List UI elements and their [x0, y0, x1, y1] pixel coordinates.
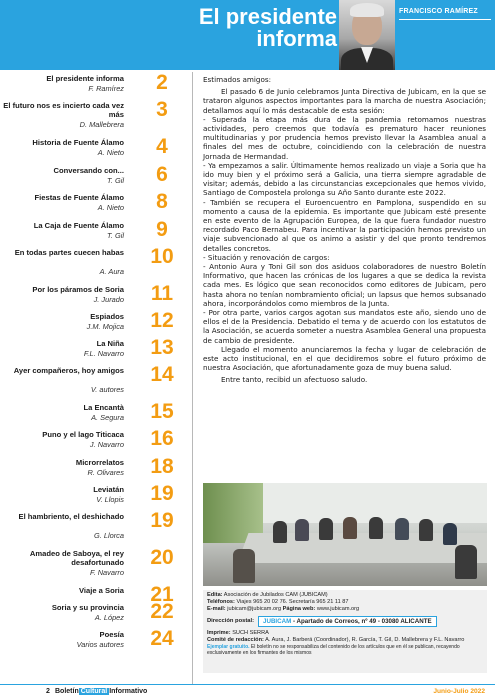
toc-entry-title: El futuro nos es incierto cada vez más [3, 101, 124, 120]
toc-entry-title: Poesía [99, 630, 124, 639]
toc-entry-title: Puno y el lago Titicaca [42, 430, 124, 439]
publication-name-part2: Cultural [80, 688, 108, 695]
toc-entry-title: Amadeo de Saboya, el rey desafortunado [29, 549, 124, 568]
info-comite [207, 637, 483, 644]
author-portrait [339, 0, 395, 70]
publication-name [55, 688, 147, 695]
toc-entry-title: Fiestas de Fuente Álamo [34, 193, 124, 202]
issue-date: Junio-Julio 2022 [433, 688, 485, 695]
author-rule [399, 19, 491, 20]
toc-entry-page-number: 9 [156, 218, 168, 241]
toc-entry-author: A. Aura [99, 267, 124, 276]
toc-entry-title: El hambriento, el deshichado [18, 512, 124, 521]
postal-label: Dirección postal: [207, 618, 255, 624]
bullet-positions: - Situación y renovación de cargos: [203, 252, 330, 262]
section-title [77, 6, 337, 50]
photo-person [295, 519, 309, 541]
info-edita-label: Edita: [207, 592, 223, 598]
toc-entry-author: D. Mallebrera [79, 120, 124, 129]
bullet-presidency: - Por otra parte, varios cargos agotan sus mandatos este año, siendo uno de ellos el de la Presidencia. Debatido el tema y de acuerdo con los estatutos de la Asociación, se acuerda someter a nuestra Asamblea General una propuesta de cambio de presidente. [203, 308, 486, 345]
toc-entry-page-number: 18 [150, 455, 174, 478]
publication-name-part3: Informativo [109, 688, 148, 695]
toc-entry-page-number: 8 [156, 190, 168, 213]
photo-person [273, 521, 287, 543]
info-telefonos [207, 599, 483, 606]
toc-entry-page-number: 16 [150, 427, 174, 450]
toc-entry-page-number: 12 [150, 309, 174, 332]
greeting: Estimados amigos: [203, 75, 272, 84]
postal-brand: JUBICAM [263, 618, 292, 625]
toc-entry-page-number: 13 [150, 336, 174, 359]
toc-entry-page-number: 11 [150, 282, 174, 305]
toc-entry-title: La Niña [96, 339, 124, 348]
website-link[interactable]: www.jubicam.org [316, 606, 360, 612]
info-ejemplar-text: El boletín no se responsabiliza del contenido de los artículos que en él se publican, recayendo exclusivamente en los firmantes de los mismos [207, 644, 460, 657]
toc-entry-title: Conversando con... [53, 166, 124, 175]
info-tel-label: Teléfonos: [207, 599, 235, 605]
info-imprime-label: Imprime: [207, 630, 231, 636]
bullet-assembly: - Superada la etapa más dura de la pandemia retomamos nuestras actividades, pero creemos que todavía es prematuro hacer reuniones multitudinarias y por prudencia hemos previsto llevar la Asamblea anual a finales del mes de octubre, coincidiendo con la celebración de nuestra Jornada de Hermandad. [203, 114, 486, 161]
toc-entry-page-number: 6 [156, 163, 168, 186]
photo-person [343, 517, 357, 539]
section-title-line1: El presidente [198, 4, 337, 29]
info-comite-value: A. Aura, J. Barberá (Coordinador), R. García, T. Gil, D. Mallebrera y F.L. Navarro [265, 637, 465, 643]
toc-entry-title: El presidente informa [46, 74, 124, 83]
toc-entry-title: Historia de Fuente Álamo [32, 138, 124, 147]
info-tel-value: Viajes 965 20 02 76. Secretaría 965 21 11 87 [236, 599, 349, 605]
info-ejemplar [207, 644, 483, 656]
toc-entry-author: F.L. Navarro [83, 349, 124, 358]
photo-person [395, 518, 409, 540]
photo-person [455, 545, 477, 579]
toc-entry-author: J. Navarro [89, 440, 124, 449]
paragraph-intro: El pasado 6 de Junio celebramos Junta Directiva de Jubicam, en la que se trataron algunos aspectos importantes para la marcha de nuestra Asociación; detallamos aquí lo más destacable de esta sesión: [203, 87, 486, 115]
footer-rule [0, 684, 495, 685]
toc-entry-title: Viaje a Soria [78, 586, 124, 595]
postal-address: - Apartado de Correos, nº 49 - 03080 ALICANTE [291, 618, 432, 625]
page-header [0, 0, 495, 70]
toc-entry-page-number: 22 [150, 600, 174, 623]
page-footer [0, 684, 495, 700]
info-ejemplar-label: Ejemplar gratuito. [207, 644, 250, 650]
toc-entry-page-number: 21 [150, 583, 174, 606]
toc-entry-author: G. Llorca [94, 531, 124, 540]
toc-entry-author: A. López [94, 613, 124, 622]
info-imprime [207, 630, 483, 637]
bullet-euroencuentro: - También se recupera el Euroencuentro en Pamplona, suspendido en su momento a causa de la epidemia. Es importante que Jubicam esté presente en este evento de la Agrupación Europea, de la que fuera fundador nuestro recordado Paco Bernabeu. Para incentivar la participación hemos previsto un viaje subvencionado al que os animo a asistir y del que pronto tendremos detalles concretos. [203, 197, 486, 253]
toc-entry-page-number: 10 [150, 245, 174, 268]
column-divider [192, 72, 193, 684]
portrait-hair [350, 3, 384, 17]
toc-entry-page-number: 3 [156, 98, 168, 121]
toc-entry-title: En todas partes cuecen habas [14, 248, 124, 257]
toc-entry-author: J. Jurado [93, 295, 124, 304]
publication-info [203, 590, 487, 673]
author-name: FRANCISCO RAMÍREZ [399, 8, 478, 15]
info-contact [207, 606, 483, 613]
toc-entry-title: Microrrelatos [75, 458, 124, 467]
toc-entry-title: La Encantà [83, 403, 124, 412]
email-link[interactable]: jubicam@jubicam.org [227, 606, 282, 612]
page-number: 2 [46, 688, 50, 695]
photo-person [233, 549, 255, 583]
toc-entry-author: V. autores [90, 385, 124, 394]
photo-person [443, 523, 457, 545]
toc-entry-author: V. Llopis [96, 495, 124, 504]
toc-entry-author: T. Gil [107, 231, 124, 240]
toc-entry-author: F. Ramírez [88, 84, 124, 93]
toc-entry-page-number: 4 [156, 135, 168, 158]
toc-entry-author: J.M. Mojica [86, 322, 124, 331]
meeting-photo [203, 483, 487, 586]
toc-entry-title: Espiados [90, 312, 124, 321]
toc-entry-page-number: 24 [150, 627, 174, 650]
photo-person [369, 517, 383, 539]
info-postal [207, 616, 483, 627]
toc-entry-page-number: 19 [150, 482, 174, 505]
toc-entry-page-number: 20 [150, 546, 174, 569]
toc-entry-author: F. Navarro [90, 568, 124, 577]
info-edita [207, 592, 483, 599]
toc-entry-title: Ayer compañeros, hoy amigos [13, 366, 124, 375]
toc-entry-author: T. Gil [107, 176, 124, 185]
toc-entry-title: Leviatán [93, 485, 124, 494]
info-web-label: Página web: [282, 606, 316, 612]
toc-entry-title: Por los páramos de Soria [32, 285, 124, 294]
toc-entry-page-number: 2 [156, 71, 168, 94]
toc-entry-author: R. Olivares [87, 468, 124, 477]
publication-name-part1: Boletín [55, 688, 79, 695]
info-edita-value: Asociación de Jubilados CAM (JUBICAM) [223, 592, 328, 598]
section-title-line2: informa [256, 26, 337, 51]
toc-entry-page-number: 15 [150, 400, 174, 423]
toc-entry-author: A. Segura [91, 413, 124, 422]
bullet-editors: - Antonio Aura y Toni Gil son dos asiduos colaboradores de nuestro Boletín Informativo, que hacen las crónicas de los lugares a que se dedica la revista cada mes. Es lógico que sean reconocidos como editores de Jubicam, pero hasta ahora no tenían nombramiento oficial; un lapsus que hemos subsanado ahora, incorporándolos como miembros de la Junta. [203, 262, 486, 308]
bullet-trips: - Ya empezamos a salir. Últimamente hemos realizado un viaje a Soria que ha ido muy bien y el próximo será a Galicia, una tierra siempre agradable de visitar; además, debido a las circunstancias excepcionales que hemos vivido, Santiago de Compostela prolonga su Año Santo durante este 2022. [203, 160, 486, 198]
paragraph-assembly-date: Llegado el momento anunciaremos la fecha y lugar de celebración de este acto institucional, en el que decidiremos sobre el futuro próximo de nuestra Asociación, que afortunadamente goza de muy buena salud. [203, 344, 486, 373]
photo-person [319, 518, 333, 540]
info-comite-label: Comité de redacción: [207, 637, 264, 643]
toc-entry-author: A. Nieto [97, 148, 124, 157]
toc-entry-page-number: 19 [150, 509, 174, 532]
closing-line: Entre tanto, recibid un afectuoso saludo. [221, 374, 368, 384]
toc-entry-title: La Caja de Fuente Álamo [33, 221, 124, 230]
letter-body [203, 75, 486, 384]
postal-address-box [258, 616, 437, 627]
toc-entry-title: Soria y su provincia [51, 603, 124, 612]
toc-entry-page-number: 14 [150, 363, 174, 386]
toc-entry-author: Varios autores [76, 640, 124, 649]
photo-person [419, 519, 433, 541]
info-imprime-value: SUCH SERRA [232, 630, 269, 636]
toc-entry-author: A. Nieto [97, 203, 124, 212]
info-email-label: E-mail: [207, 606, 226, 612]
